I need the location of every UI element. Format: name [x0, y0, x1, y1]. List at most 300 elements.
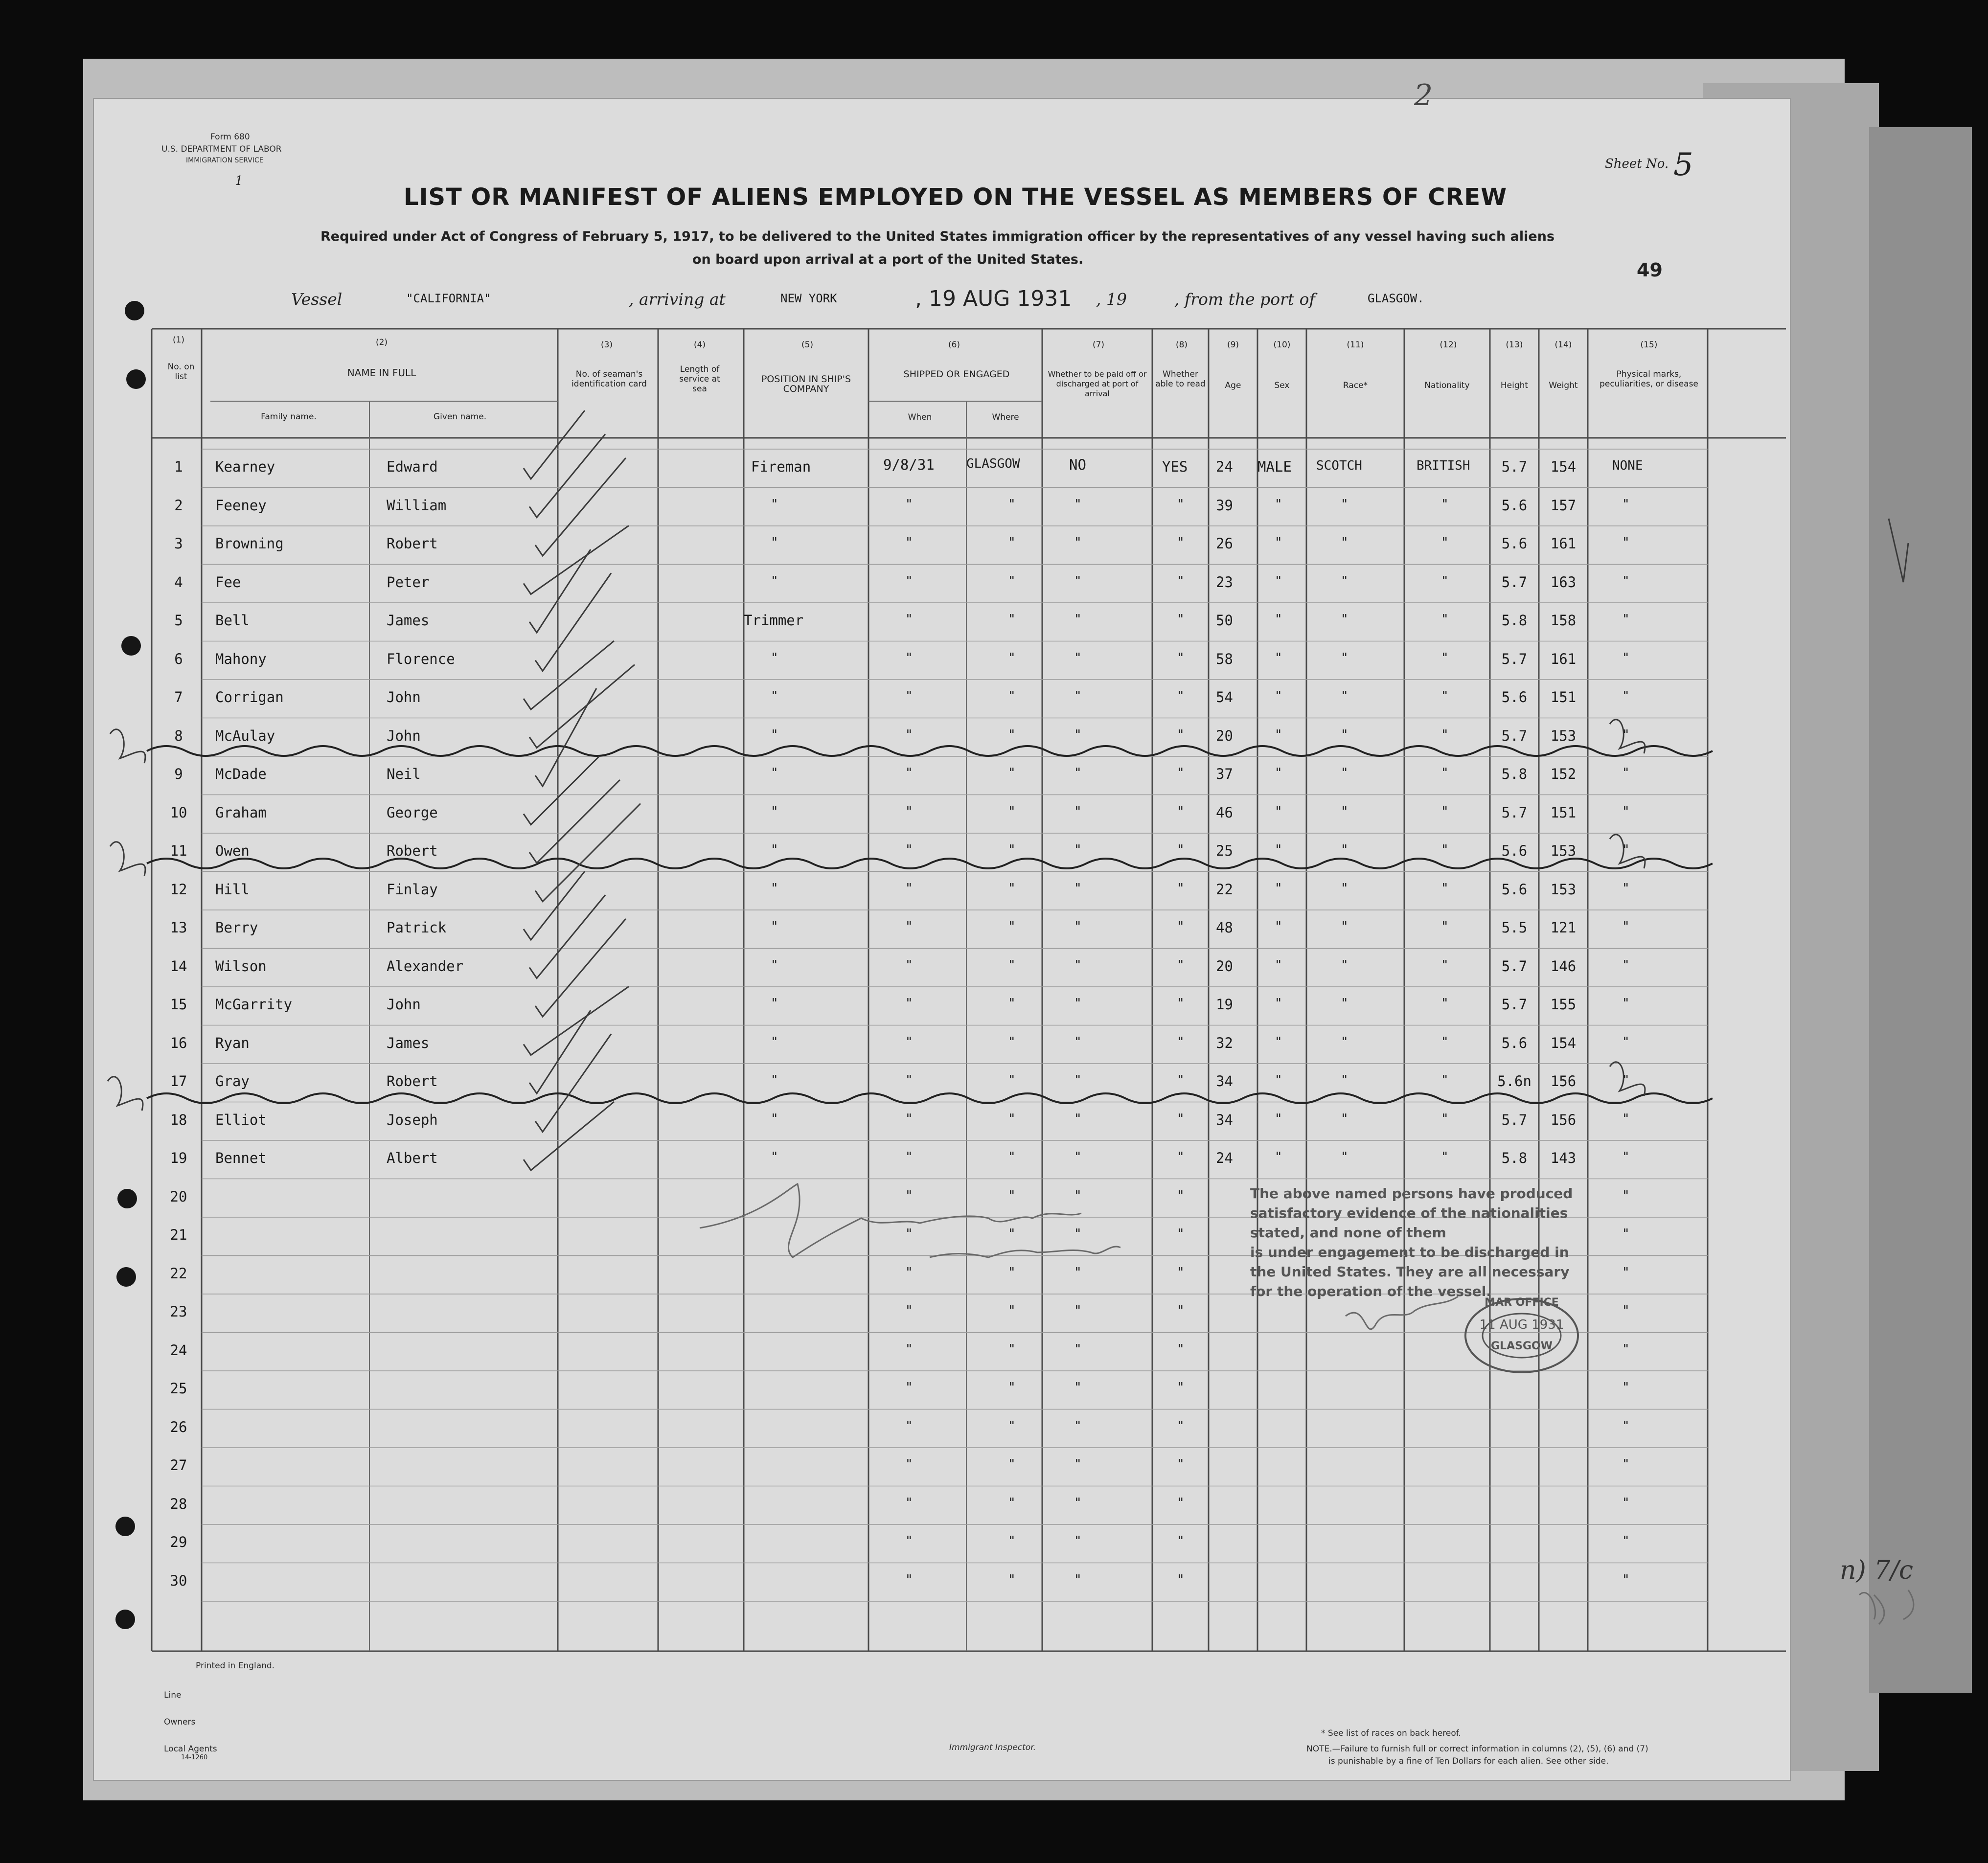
- height: 5.6: [1501, 535, 1528, 552]
- ditto-mark: ": [1008, 1418, 1016, 1433]
- ditto-mark: ": [1008, 1457, 1016, 1472]
- ditto-mark: ": [1074, 1188, 1082, 1203]
- ditto-mark: ": [1008, 1150, 1016, 1164]
- col-1-number: (1): [172, 335, 185, 345]
- ditto-mark: ": [771, 1111, 778, 1126]
- family-name: Hill: [215, 881, 250, 898]
- age: 39: [1216, 497, 1233, 514]
- ditto-mark: ": [1177, 689, 1185, 704]
- ditto-mark: ": [1622, 1341, 1630, 1357]
- ditto-mark: ": [1275, 842, 1282, 857]
- ditto-mark: ": [1074, 497, 1082, 512]
- given-name: Robert: [387, 842, 438, 859]
- ditto-mark: ": [1441, 842, 1449, 857]
- ditto-mark: ": [1177, 1265, 1185, 1280]
- ditto-mark: ": [1177, 573, 1185, 589]
- ditto-mark: ": [1008, 1380, 1016, 1395]
- ditto-mark: ": [771, 497, 778, 512]
- row-number: 3: [174, 535, 183, 552]
- ditto-mark: ": [1177, 535, 1185, 550]
- weight: 161: [1550, 650, 1577, 667]
- given-name: John: [387, 727, 421, 744]
- ditto-mark: ": [1275, 881, 1282, 896]
- height: 5.7: [1501, 957, 1528, 975]
- col-8-number: (8): [1175, 340, 1188, 350]
- ditto-mark: ": [1074, 1227, 1082, 1241]
- ditto-mark: ": [1341, 689, 1348, 704]
- row-number: 18: [170, 1111, 187, 1128]
- weight: 153: [1550, 881, 1577, 898]
- col-1-header: No. on list: [167, 362, 195, 382]
- race-note: * See list of races on back hereof.: [1321, 1728, 1461, 1738]
- age: 22: [1216, 881, 1233, 898]
- age: 58: [1216, 650, 1233, 667]
- family-name: McDade: [215, 766, 267, 782]
- col-12-header: Nationality: [1424, 381, 1470, 390]
- row-number: 1: [174, 458, 183, 475]
- statement-line: stated, and none of them: [1250, 1225, 1446, 1241]
- ditto-mark: ": [1177, 1073, 1185, 1088]
- ditto-mark: ": [1177, 1188, 1185, 1203]
- family-name: McAulay: [215, 727, 275, 744]
- col-9-number: (9): [1227, 340, 1239, 350]
- ditto-mark: ": [1622, 1265, 1630, 1280]
- ditto-mark: ": [1441, 957, 1449, 973]
- given-name: Robert: [387, 1073, 438, 1090]
- ditto-mark: ": [1177, 996, 1185, 1011]
- physical-marks: NONE: [1612, 458, 1643, 473]
- family-name: Berry: [215, 919, 258, 936]
- form-mark: 1: [235, 174, 243, 188]
- page-title: LIST OR MANIFEST OF ALIENS EMPLOYED ON THE VESSEL AS MEMBERS OF CREW: [404, 183, 1508, 211]
- ditto-mark: ": [1341, 1073, 1348, 1088]
- row-number: 14: [170, 957, 187, 975]
- ditto-mark: ": [1341, 957, 1348, 973]
- ditto-mark: ": [1341, 919, 1348, 934]
- ditto-mark: ": [1008, 996, 1016, 1011]
- subtitle-line-2: on board upon arrival at a port of the United States.: [692, 252, 1084, 267]
- inspector-label: Immigrant Inspector.: [949, 1743, 1036, 1752]
- ditto-mark: ": [1008, 573, 1016, 589]
- ditto-mark: ": [1074, 1341, 1082, 1357]
- row-number: 25: [170, 1380, 187, 1397]
- row-number: 10: [170, 804, 187, 821]
- ditto-mark: ": [905, 1303, 913, 1318]
- ditto-mark: ": [1275, 804, 1282, 819]
- ditto-mark: ": [1008, 1534, 1016, 1548]
- arriving-label: , arriving at: [629, 290, 726, 309]
- ditto-mark: ": [1074, 1572, 1082, 1587]
- col-3-number: (3): [600, 340, 613, 350]
- ditto-mark: ": [1622, 1150, 1630, 1164]
- ditto-mark: ": [1622, 497, 1630, 512]
- ditto-mark: ": [1441, 881, 1449, 896]
- given-name: Edward: [387, 458, 438, 475]
- ditto-mark: ": [771, 1150, 778, 1164]
- ditto-mark: ": [771, 842, 778, 857]
- ditto-mark: ": [1341, 881, 1348, 896]
- row-number: 9: [174, 766, 183, 782]
- col-15-header: Physical marks, peculiarities, or disease: [1600, 369, 1698, 389]
- position: Trimmer: [744, 612, 804, 629]
- col-6-number: (6): [948, 340, 960, 350]
- weight: 121: [1550, 919, 1577, 936]
- row-number: 27: [170, 1457, 187, 1474]
- ditto-mark: ": [1008, 1188, 1016, 1203]
- row-number: 24: [170, 1341, 187, 1359]
- col-2a-header: Family name.: [261, 412, 317, 422]
- vessel-name: "CALIFORNIA": [406, 292, 491, 305]
- ditto-mark: ": [1622, 612, 1630, 627]
- ditto-mark: ": [1341, 497, 1348, 512]
- given-name: Robert: [387, 535, 438, 552]
- col-7-header: Whether to be paid off or discharged at port of arrival: [1048, 369, 1147, 398]
- row-number: 7: [174, 689, 183, 705]
- ditto-mark: ": [905, 881, 913, 896]
- row-number: 22: [170, 1265, 187, 1282]
- ditto-mark: ": [1177, 650, 1185, 665]
- ditto-mark: ": [1622, 881, 1630, 896]
- ditto-mark: ": [1275, 919, 1282, 934]
- ditto-mark: ": [1622, 1418, 1630, 1433]
- col-4-header: Length of service at sea: [679, 364, 720, 394]
- row-number: 13: [170, 919, 187, 936]
- ditto-mark: ": [1074, 1265, 1082, 1280]
- ditto-mark: ": [1008, 1073, 1016, 1088]
- ditto-mark: ": [1622, 535, 1630, 550]
- weight: 163: [1550, 573, 1577, 591]
- weight: 161: [1550, 535, 1577, 552]
- ditto-mark: ": [1622, 1111, 1630, 1126]
- ditto-mark: ": [1622, 1034, 1630, 1049]
- statement-line: satisfactory evidence of the nationalities: [1250, 1205, 1568, 1221]
- ditto-mark: ": [1177, 1457, 1185, 1472]
- ditto-mark: ": [1341, 573, 1348, 589]
- ditto-mark: ": [1074, 689, 1082, 704]
- department: U.S. DEPARTMENT OF LABOR: [161, 144, 282, 154]
- row-number: 8: [174, 727, 183, 744]
- ditto-mark: ": [905, 727, 913, 742]
- row-number: 11: [170, 842, 187, 859]
- ditto-mark: ": [1074, 1534, 1082, 1548]
- row-number: 5: [174, 612, 183, 629]
- row-number: 12: [170, 881, 187, 898]
- ditto-mark: ": [1341, 535, 1348, 550]
- ditto-mark: ": [905, 1227, 913, 1241]
- ditto-mark: ": [1341, 1034, 1348, 1049]
- height: 5.7: [1501, 1111, 1528, 1128]
- ditto-mark: ": [1622, 573, 1630, 589]
- col-8-header: Whether able to read: [1155, 369, 1206, 389]
- height: 5.7: [1501, 573, 1528, 591]
- ditto-mark: ": [1441, 1073, 1449, 1088]
- weight: 152: [1550, 766, 1577, 782]
- ditto-mark: ": [1074, 1034, 1082, 1049]
- ditto-mark: ": [905, 1380, 913, 1395]
- weight: 157: [1550, 497, 1577, 514]
- page-number: 49: [1637, 259, 1663, 281]
- ditto-mark: ": [1074, 842, 1082, 857]
- age: 37: [1216, 766, 1233, 782]
- ditto-mark: ": [1622, 766, 1630, 780]
- statement-line: The above named persons have produced: [1250, 1185, 1573, 1202]
- ditto-mark: ": [1275, 957, 1282, 973]
- family-name: Mahony: [215, 650, 267, 667]
- weight: 151: [1550, 804, 1577, 821]
- ditto-mark: ": [1008, 727, 1016, 742]
- ditto-mark: ": [1008, 804, 1016, 819]
- row-number: 23: [170, 1303, 187, 1320]
- right-margin-note: n) 7/c: [1840, 1556, 1914, 1585]
- race: SCOTCH: [1316, 458, 1362, 473]
- given-name: John: [387, 689, 421, 705]
- ditto-mark: ": [905, 1534, 913, 1548]
- ditto-mark: ": [1008, 957, 1016, 973]
- ditto-mark: ": [1074, 881, 1082, 896]
- ditto-mark: ": [1008, 689, 1016, 704]
- ditto-mark: ": [1622, 996, 1630, 1011]
- ditto-mark: ": [1622, 1495, 1630, 1510]
- age: 20: [1216, 957, 1233, 975]
- ditto-mark: ": [1008, 535, 1016, 550]
- ditto-mark: ": [1275, 727, 1282, 742]
- ditto-mark: ": [1441, 1034, 1449, 1049]
- ditto-mark: ": [1275, 573, 1282, 589]
- given-name: George: [387, 804, 438, 821]
- ditto-mark: ": [905, 1111, 913, 1126]
- given-name: Patrick: [387, 919, 447, 936]
- ditto-mark: ": [771, 650, 778, 665]
- ditto-mark: ": [1622, 727, 1630, 742]
- ditto-mark: ": [1008, 497, 1016, 512]
- given-name: John: [387, 996, 421, 1013]
- ditto-mark: ": [771, 535, 778, 550]
- ditto-mark: ": [1177, 1303, 1185, 1318]
- weight: 146: [1550, 957, 1577, 975]
- ditto-mark: ": [1074, 612, 1082, 627]
- height: 5.7: [1501, 650, 1528, 667]
- col-6b-header: Where: [992, 412, 1019, 422]
- ditto-mark: ": [1341, 842, 1348, 857]
- height: 5.6: [1501, 1034, 1528, 1051]
- ditto-mark: ": [1622, 1073, 1630, 1088]
- ditto-mark: ": [1441, 573, 1449, 589]
- ditto-mark: ": [1177, 1341, 1185, 1357]
- age: 24: [1216, 1150, 1233, 1166]
- ditto-mark: ": [771, 881, 778, 896]
- service: IMMIGRATION SERVICE: [186, 157, 264, 164]
- col-13-number: (13): [1506, 340, 1523, 350]
- shipped-when: 9/8/31: [883, 456, 935, 473]
- ditto-mark: ": [1341, 766, 1348, 780]
- weight: 153: [1550, 727, 1577, 744]
- ditto-mark: ": [1441, 919, 1449, 934]
- ditto-mark: ": [1074, 804, 1082, 819]
- ditto-mark: ": [1177, 919, 1185, 934]
- stamp-date: 11 AUG 1931: [1479, 1318, 1564, 1332]
- ditto-mark: ": [1177, 1150, 1185, 1164]
- height: 5.7: [1501, 458, 1528, 475]
- col-4-number: (4): [693, 340, 706, 350]
- ditto-mark: ": [1341, 804, 1348, 819]
- age: 32: [1216, 1034, 1233, 1051]
- ditto-mark: ": [905, 612, 913, 627]
- ditto-mark: ": [1074, 1418, 1082, 1433]
- col-5-header: POSITION IN SHIP'S COMPANY: [761, 374, 851, 394]
- height: 5.6: [1501, 881, 1528, 898]
- ditto-mark: ": [1275, 996, 1282, 1011]
- ditto-mark: ": [1177, 727, 1185, 742]
- given-name: Joseph: [387, 1111, 438, 1128]
- ditto-mark: ": [1008, 881, 1016, 896]
- ditto-mark: ": [1177, 1227, 1185, 1241]
- ditto-mark: ": [1441, 650, 1449, 665]
- ditto-mark: ": [905, 1150, 913, 1164]
- ditto-mark: ": [771, 689, 778, 704]
- nationality-statement: [1250, 1184, 1573, 1301]
- ditto-mark: ": [1275, 1111, 1282, 1126]
- family-name: Feeney: [215, 497, 267, 514]
- office-stamp: [1463, 1296, 1580, 1352]
- ditto-mark: ": [905, 1341, 913, 1357]
- ditto-mark: ": [1622, 804, 1630, 819]
- given-name: James: [387, 612, 430, 629]
- ditto-mark: ": [1177, 842, 1185, 857]
- ditto-mark: ": [1622, 919, 1630, 934]
- ditto-mark: ": [1177, 1534, 1185, 1548]
- age: 23: [1216, 573, 1233, 591]
- height: 5.6: [1501, 497, 1528, 514]
- col-2-header: NAME IN FULL: [347, 367, 416, 379]
- form-number: Form 680: [210, 132, 250, 142]
- family-name: Bell: [215, 612, 250, 629]
- age: 20: [1216, 727, 1233, 744]
- vessel-label: Vessel: [291, 290, 343, 309]
- ditto-mark: ": [1074, 573, 1082, 589]
- col-14-number: (14): [1554, 340, 1572, 350]
- ditto-mark: ": [1441, 612, 1449, 627]
- ditto-mark: ": [1341, 996, 1348, 1011]
- nationality: BRITISH: [1417, 458, 1470, 473]
- ditto-mark: ": [1622, 1227, 1630, 1241]
- ditto-mark: ": [1622, 957, 1630, 973]
- statement-line: the United States. They are all necessary: [1250, 1264, 1570, 1280]
- ditto-mark: ": [771, 1073, 778, 1088]
- ditto-mark: ": [1177, 1034, 1185, 1049]
- ditto-mark: ": [1008, 650, 1016, 665]
- ditto-mark: ": [771, 766, 778, 780]
- ditto-mark: ": [1008, 612, 1016, 627]
- ditto-mark: ": [905, 1188, 913, 1203]
- ditto-mark: ": [1341, 727, 1348, 742]
- ditto-mark: ": [1622, 1457, 1630, 1472]
- family-name: Ryan: [215, 1034, 250, 1051]
- ditto-mark: ": [1008, 842, 1016, 857]
- ditto-mark: ": [1275, 1150, 1282, 1164]
- ditto-mark: ": [1441, 727, 1449, 742]
- row-number: 16: [170, 1034, 187, 1051]
- ditto-mark: ": [1441, 1111, 1449, 1126]
- col-5-number: (5): [801, 340, 814, 350]
- col-7-number: (7): [1092, 340, 1105, 350]
- subtitle-line-1: Required under Act of Congress of February 5, 1917, to be delivered to the United States immigration officer by the representatives of any vessel having such aliens: [320, 229, 1555, 244]
- arriving-port: NEW YORK: [780, 292, 837, 305]
- ditto-mark: ": [905, 535, 913, 550]
- col-14-header: Weight: [1549, 381, 1578, 390]
- ditto-mark: ": [1074, 1495, 1082, 1510]
- from-port-label: , from the port of: [1174, 290, 1315, 309]
- ditto-mark: ": [1275, 650, 1282, 665]
- weight: 153: [1550, 842, 1577, 859]
- given-name: James: [387, 1034, 430, 1051]
- ditto-mark: ": [905, 996, 913, 1011]
- row-number: 30: [170, 1572, 187, 1589]
- ditto-mark: ": [1177, 957, 1185, 973]
- ditto-mark: ": [1275, 689, 1282, 704]
- given-name: Neil: [387, 766, 421, 782]
- ditto-mark: ": [1275, 1073, 1282, 1088]
- ditto-mark: ": [771, 727, 778, 742]
- ditto-mark: ": [771, 1034, 778, 1049]
- ditto-mark: ": [1008, 766, 1016, 780]
- height: 5.6: [1501, 689, 1528, 705]
- ditto-mark: ": [1177, 766, 1185, 780]
- row-number: 2: [174, 497, 183, 514]
- given-name: Florence: [387, 650, 455, 667]
- row-number: 21: [170, 1227, 187, 1243]
- ditto-mark: ": [771, 804, 778, 819]
- row-number: 4: [174, 573, 183, 591]
- col-11-number: (11): [1347, 340, 1364, 350]
- age: 50: [1216, 612, 1233, 629]
- ditto-mark: ": [1008, 919, 1016, 934]
- ditto-mark: ": [1074, 1150, 1082, 1164]
- ditto-mark: ": [1074, 1457, 1082, 1472]
- given-name: Albert: [387, 1150, 438, 1166]
- ditto-mark: ": [1441, 1150, 1449, 1164]
- ditto-mark: ": [1177, 1111, 1185, 1126]
- height: 5.5: [1501, 919, 1528, 936]
- ditto-mark: ": [1008, 1495, 1016, 1510]
- ditto-mark: ": [1441, 689, 1449, 704]
- col-10-header: Sex: [1274, 381, 1290, 390]
- ditto-mark: ": [905, 1457, 913, 1472]
- ditto-mark: ": [1074, 1303, 1082, 1318]
- weight: 154: [1550, 1034, 1577, 1051]
- footer-note-2: is punishable by a fine of Ten Dollars for each alien. See other side.: [1328, 1756, 1609, 1766]
- col-6-header: SHIPPED OR ENGAGED: [903, 369, 1010, 380]
- ditto-mark: ": [905, 573, 913, 589]
- ditto-mark: ": [1074, 1073, 1082, 1088]
- family-name: Fee: [215, 573, 241, 591]
- row-number: 29: [170, 1534, 187, 1550]
- family-name: Owen: [215, 842, 250, 859]
- arrival-date-stamp: , 19 AUG 1931: [915, 286, 1072, 311]
- ditto-mark: ": [905, 1495, 913, 1510]
- age: 46: [1216, 804, 1233, 821]
- col-10-number: (10): [1273, 340, 1291, 350]
- ditto-mark: ": [1275, 612, 1282, 627]
- row-number: 17: [170, 1073, 187, 1090]
- row-number: 15: [170, 996, 187, 1013]
- ditto-mark: ": [905, 689, 913, 704]
- col-12-number: (12): [1440, 340, 1457, 350]
- ditto-mark: ": [1622, 689, 1630, 704]
- ditto-mark: ": [905, 804, 913, 819]
- weight: 156: [1550, 1073, 1577, 1090]
- ditto-mark: ": [1341, 1150, 1348, 1164]
- ditto-mark: ": [1177, 1572, 1185, 1587]
